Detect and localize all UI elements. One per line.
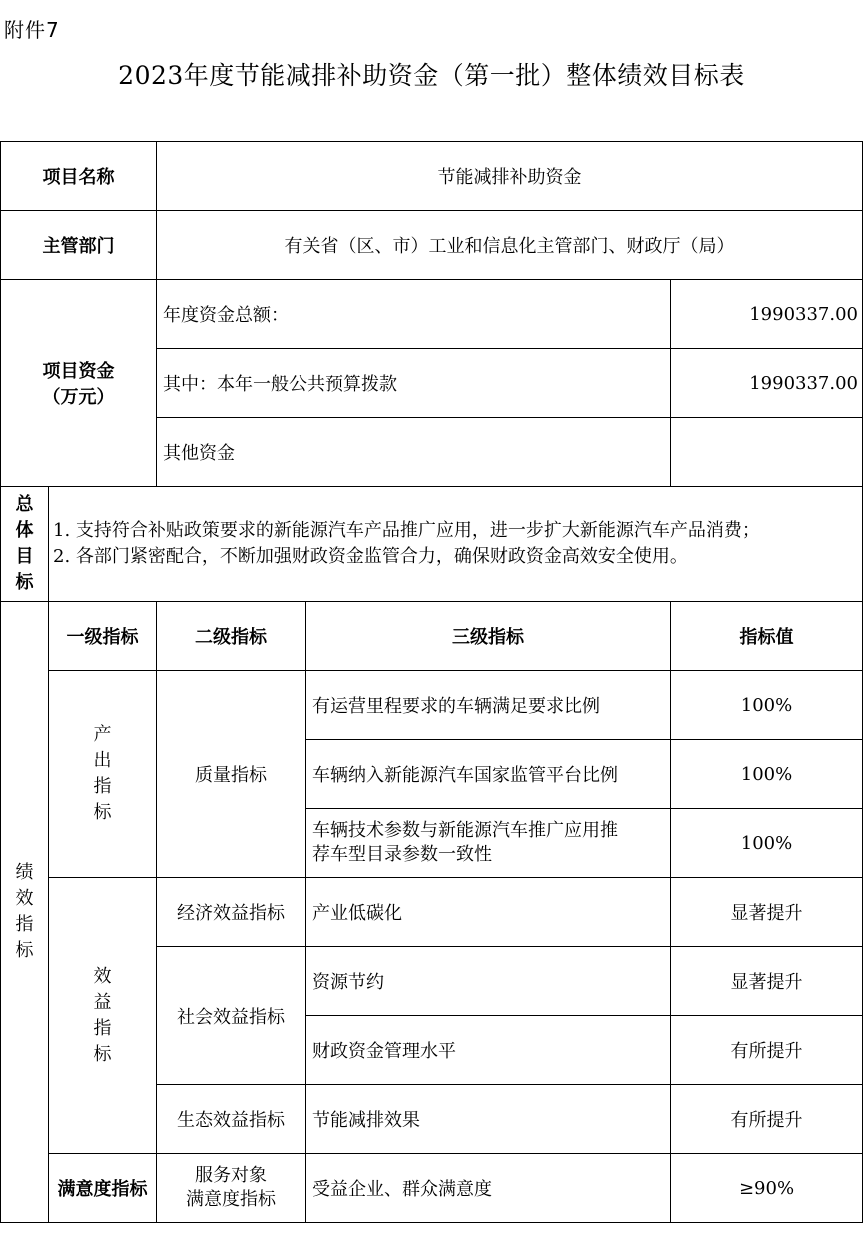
indicator-value: 显著提升	[671, 878, 863, 947]
output-label-char: 产	[93, 724, 112, 745]
ecological-indicator-label: 生态效益指标	[157, 1085, 306, 1154]
performance-target-table	[0, 141, 863, 1223]
funds-other-label: 其他资金	[157, 418, 671, 487]
indicator-value: ≥90%	[671, 1154, 863, 1223]
indicator-value: 100%	[671, 671, 863, 740]
table-row	[1, 1154, 863, 1223]
page-title: 2023年度节能减排补助资金（第一批）整体绩效目标表	[118, 61, 745, 90]
funds-label-line2: （万元）	[42, 387, 115, 408]
indicator-label-char: 效	[15, 888, 34, 909]
funds-other-value	[671, 418, 863, 487]
indicator-label-char: 指	[15, 914, 34, 935]
indicator-name: 车辆纳入新能源汽车国家监管平台比例	[306, 740, 671, 809]
department-value: 有关省（区、市）工业和信息化主管部门、财政厅（局）	[157, 211, 863, 280]
benefit-label-char: 指	[93, 1017, 112, 1039]
output-indicator-label	[49, 671, 157, 878]
header-level2: 二级指标	[157, 602, 306, 671]
indicator-name-line2: 荐车型目录参数一致性	[312, 844, 492, 865]
funds-budget-label: 其中：本年一般公共预算拨款	[157, 349, 671, 418]
table-row	[1, 878, 863, 947]
output-label-char: 出	[93, 750, 112, 771]
row-indicator-headers	[1, 602, 863, 671]
indicator-name: 财政资金管理水平	[306, 1016, 671, 1085]
row-overall-goal	[1, 487, 863, 602]
benefit-label-char: 效	[93, 965, 112, 987]
table-row	[1, 671, 863, 740]
funds-budget-value: 1990337.00	[671, 349, 863, 418]
project-name-value: 节能减排补助资金	[157, 142, 863, 211]
benefit-label-char: 标	[93, 1043, 112, 1065]
header-level1: 一级指标	[49, 602, 157, 671]
indicator-label-char: 绩	[15, 862, 34, 883]
overall-goal-text	[49, 487, 863, 602]
goal-label-char: 体	[15, 520, 34, 541]
row-department	[1, 211, 863, 280]
goal-line-2: 2. 各部门紧密配合，不断加强财政资金监管合力，确保财政资金高效安全使用。	[53, 546, 688, 567]
service-satisfaction-line1: 服务对象	[195, 1165, 267, 1186]
header-value: 指标值	[671, 602, 863, 671]
funds-label	[1, 280, 157, 487]
indicator-label-char: 标	[15, 940, 34, 961]
output-label-char: 指	[93, 776, 112, 797]
indicator-value: 有所提升	[671, 1085, 863, 1154]
social-indicator-label: 社会效益指标	[157, 947, 306, 1085]
benefit-label-char: 益	[93, 991, 112, 1013]
indicator-value: 有所提升	[671, 1016, 863, 1085]
row-project-name	[1, 142, 863, 211]
performance-indicator-label	[1, 602, 49, 1223]
overall-goal-label	[1, 487, 49, 602]
header-level3: 三级指标	[306, 602, 671, 671]
indicator-value: 100%	[671, 809, 863, 878]
economic-indicator-label: 经济效益指标	[157, 878, 306, 947]
attachment-label: 附件7	[4, 18, 60, 42]
project-name-label: 项目名称	[1, 142, 157, 211]
indicator-value: 100%	[671, 740, 863, 809]
indicator-name: 资源节约	[306, 947, 671, 1016]
funds-total-value: 1990337.00	[671, 280, 863, 349]
benefit-indicator-label	[49, 878, 157, 1154]
indicator-value: 显著提升	[671, 947, 863, 1016]
indicator-name: 产业低碳化	[306, 878, 671, 947]
funds-total-label: 年度资金总额：	[157, 280, 671, 349]
goal-label-char: 标	[15, 572, 34, 593]
department-label: 主管部门	[1, 211, 157, 280]
output-label-char: 标	[93, 802, 112, 823]
goal-line-1: 1. 支持符合补贴政策要求的新能源汽车产品推广应用，进一步扩大新能源汽车产品消费；	[53, 520, 760, 541]
goal-label-char: 总	[15, 494, 34, 515]
indicator-name: 有运营里程要求的车辆满足要求比例	[306, 671, 671, 740]
indicator-name	[306, 809, 671, 878]
goal-label-char: 目	[15, 546, 34, 567]
service-satisfaction-label	[157, 1154, 306, 1223]
indicator-name-line1: 车辆技术参数与新能源汽车推广应用推	[312, 820, 618, 841]
service-satisfaction-line2: 满意度指标	[186, 1189, 276, 1210]
quality-indicator-label: 质量指标	[157, 671, 306, 878]
satisfaction-indicator-label: 满意度指标	[49, 1154, 157, 1223]
funds-label-line1: 项目资金	[42, 361, 115, 382]
indicator-name: 节能减排效果	[306, 1085, 671, 1154]
indicator-name: 受益企业、群众满意度	[306, 1154, 671, 1223]
row-funds-total	[1, 280, 863, 349]
